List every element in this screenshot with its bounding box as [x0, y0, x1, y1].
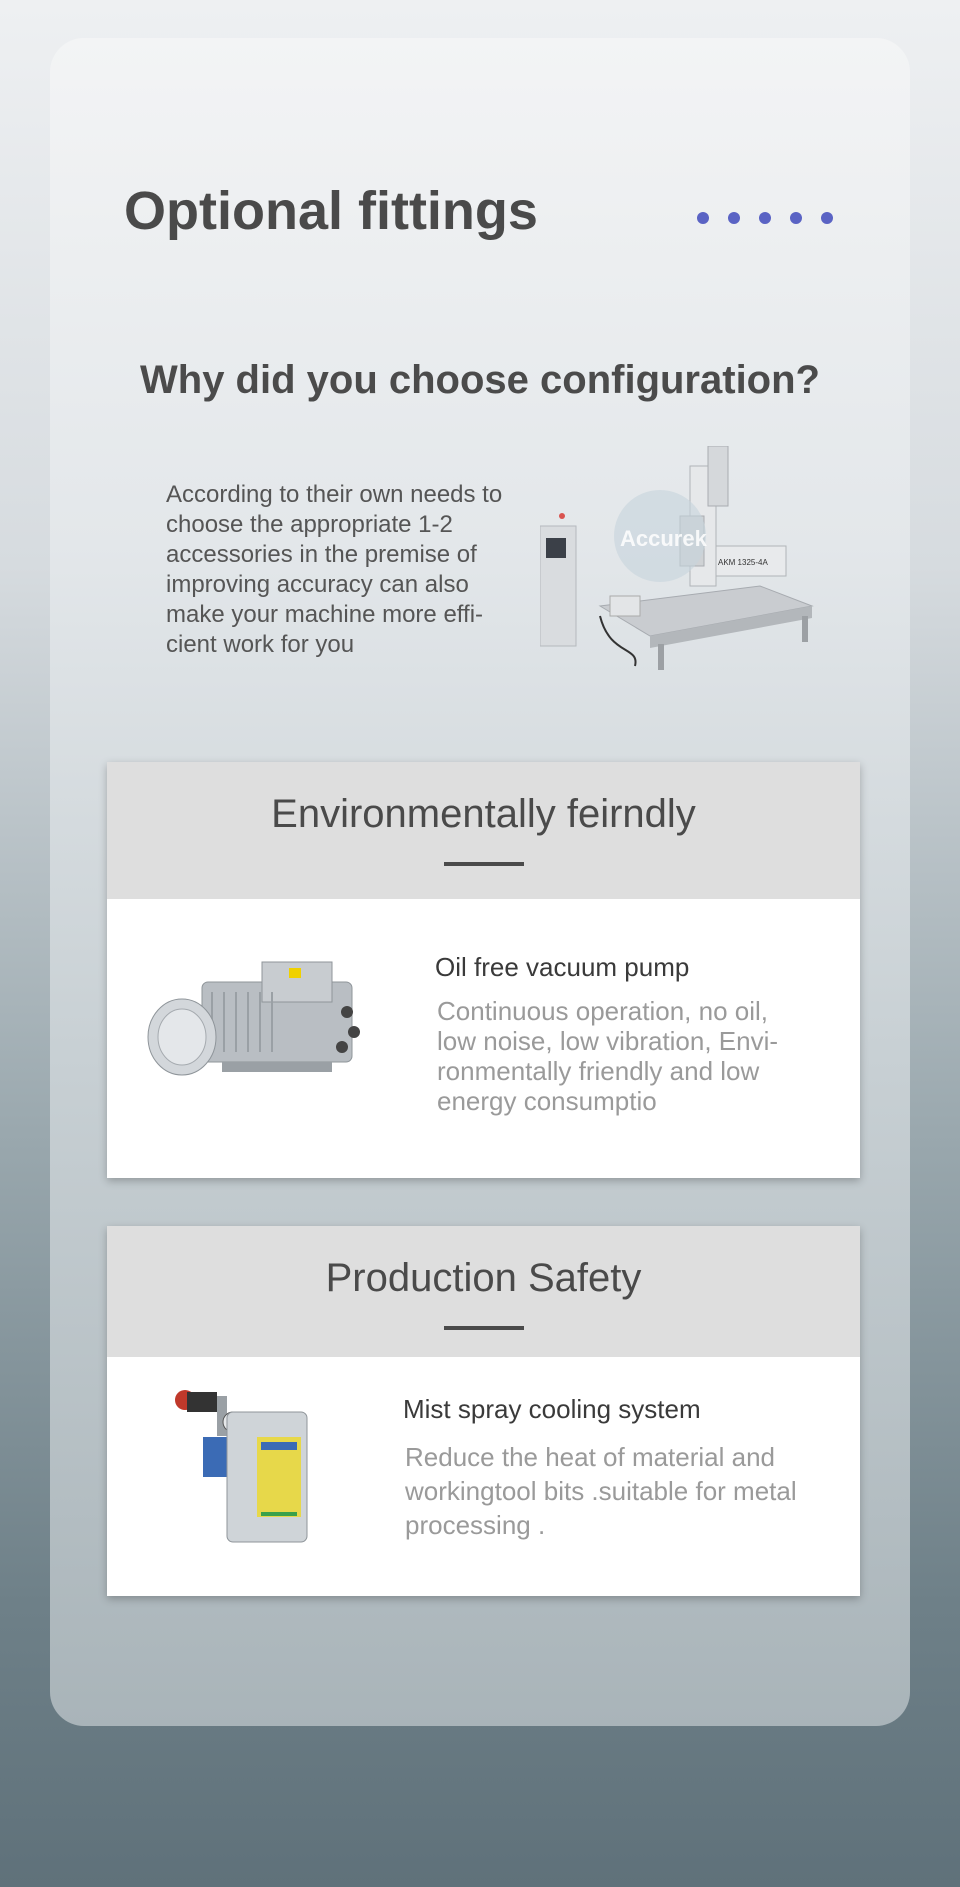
dot[interactable] — [697, 212, 709, 224]
item-title: Mist spray cooling system — [403, 1394, 701, 1424]
dot[interactable] — [759, 212, 771, 224]
card-header — [107, 1226, 860, 1357]
section-subtitle: Why did you choose configuration? — [140, 358, 820, 402]
mist-cooling-image — [167, 1382, 327, 1552]
dot[interactable] — [790, 212, 802, 224]
cnc-machine-image — [540, 446, 815, 676]
card-safety — [107, 1226, 860, 1596]
dot[interactable] — [821, 212, 833, 224]
card-header — [107, 762, 860, 899]
heading-underline — [444, 1326, 524, 1330]
dot[interactable] — [728, 212, 740, 224]
item-title: Oil free vacuum pump — [435, 952, 690, 982]
item-description: Reduce the heat of material and workingtool bits .suitable for metal processing . — [405, 1442, 797, 1540]
brand-watermark: Accurek — [620, 526, 707, 551]
heading-underline — [444, 862, 524, 866]
model-label: AKM 1325-4A — [718, 558, 768, 567]
intro-text: According to their own needs to choose the appropriate 1-2 accessories in the premise of improving accuracy can also make your machine more effi-cient work for you — [166, 481, 503, 658]
item-description: Continuous operation, no oil, low noise, low vibration, Envi-ronmentally friendly and low energy consumptio — [437, 996, 779, 1116]
card-heading: Environmentally feirndly — [271, 792, 696, 836]
card-heading: Production Safety — [325, 1256, 642, 1300]
page-title: Optional fittings — [124, 181, 538, 241]
vacuum-pump-image — [142, 952, 382, 1102]
pagination-dots — [697, 212, 833, 224]
card-environment — [107, 762, 860, 1178]
